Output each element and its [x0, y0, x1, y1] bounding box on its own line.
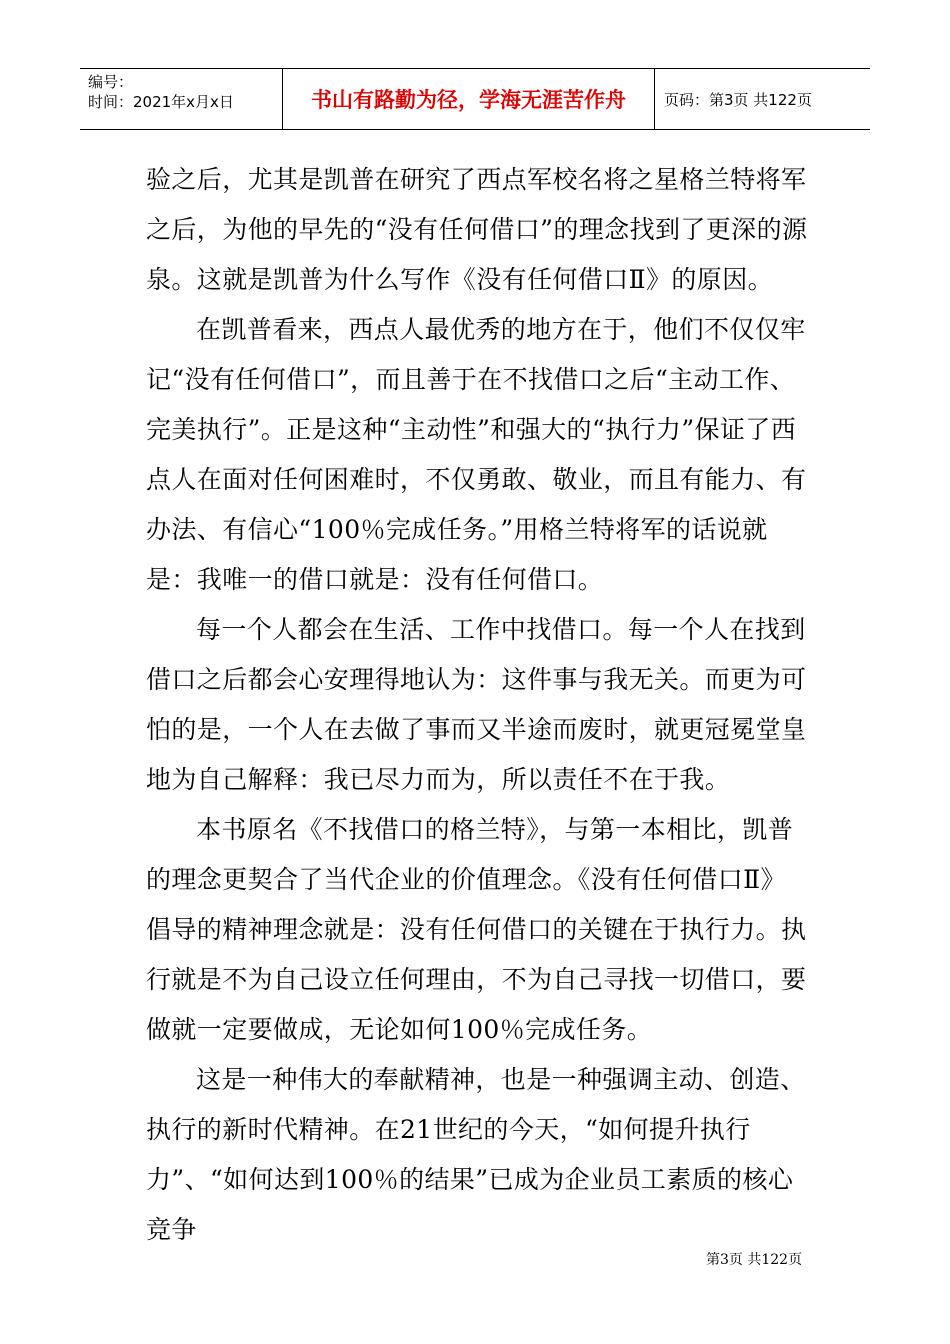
- number-label: 编号：: [88, 73, 134, 91]
- paragraph: 本书原名《不找借口的格兰特》，与第一本相比，凯普的理念更契合了当代企业的价值理念。《没有任何借口Ⅱ》倡导的精神理念就是：没有任何借口的关键在于执行力。执行就是不为自己设立任何理由，不为自己寻找一切借口，要做就一定要做成，无论如何100％完成任务。: [146, 815, 807, 1044]
- page-footer: 第3页 共122页: [706, 1252, 803, 1268]
- header-meta: [80, 69, 282, 129]
- time-label: 时间：2021年x月x日: [88, 93, 234, 111]
- paragraph: 在凯普看来，西点人最优秀的地方在于，他们不仅仅牢记“没有任何借口”，而且善于在不找借口之后“主动工作、完美执行”。正是这种“主动性”和强大的“执行力”保证了西点人在面对任何困难时，不仅勇敢、敬业，而且有能力、有办法、有信心“100％完成任务。”用格兰特将军的话说就是：我唯一的借口就是：没有任何借口。: [146, 315, 807, 594]
- page-header: [80, 68, 870, 130]
- paragraph: 验之后，尤其是凯普在研究了西点军校名将之星格兰特将军之后，为他的早先的“没有任何借口”的理念找到了更深的源泉。这就是凯普为什么写作《没有任何借口Ⅱ》的原因。: [146, 165, 808, 294]
- paragraph: 每一个人都会在生活、工作中找借口。每一个人在找到借口之后都会心安理得地认为：这件事与我无关。而更为可怕的是，一个人在去做了事而又半途而废时，就更冠冕堂皇地为自己解释：我已尽力而为，所以责任不在于我。: [146, 615, 807, 794]
- header-page-info: 页码：第3页 共122页: [664, 90, 812, 109]
- document-body: [146, 155, 811, 1255]
- paragraph: 这是一种伟大的奉献精神，也是一种强调主动、创造、执行的新时代精神。在21世纪的今天，“如何提升执行力”、“如何达到100％的结果”已成为企业员工素质的核心竞争: [146, 1065, 806, 1244]
- header-motto: 书山有路勤为径，学海无涯苦作舟: [282, 69, 655, 129]
